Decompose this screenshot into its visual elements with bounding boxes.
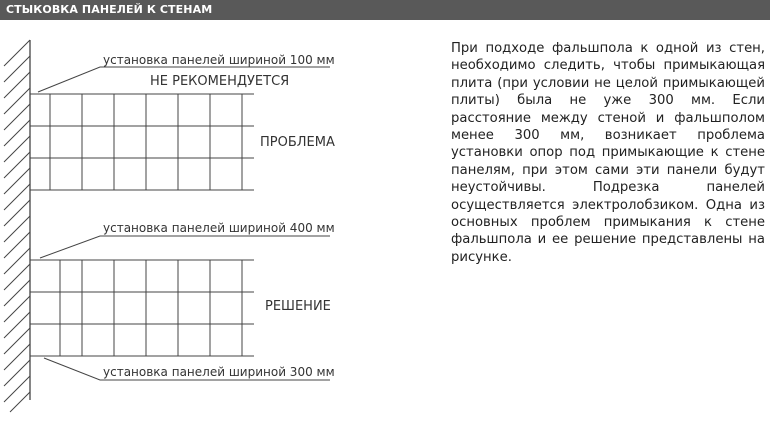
label-width-400: установка панелей шириной 400 мм — [103, 221, 335, 235]
label-problem: ПРОБЛЕМА — [260, 135, 335, 150]
section-header — [0, 0, 770, 20]
wall-joint-diagram — [0, 20, 440, 423]
label-width-100: установка панелей шириной 100 мм — [103, 53, 335, 67]
label-solution: РЕШЕНИЕ — [265, 299, 331, 314]
section-title: СТЫКОВКА ПАНЕЛЕЙ К СТЕНАМ — [6, 3, 213, 16]
label-not-recommended: НЕ РЕКОМЕНДУЕТСЯ — [150, 74, 290, 89]
wall — [4, 40, 30, 412]
leader-middle — [40, 236, 330, 258]
description-text: При подходе фальшпола к одной из стен, необходимо следить, чтобы примыкающая плита (при условии не целой примыкающей плиты) была не уже 300 мм. Если расстояние между стеной и фальшполом менее 300 мм, возникает проблема установки опор под примыкающие к стене панелям, при этом сами эти панели будут неустойчивы. Подрезка панелей осуществляется электролобзиком. Одна из основных проблем примыкания к стене фальшпола и ее решение представлены на рисунке. — [451, 41, 765, 265]
label-width-300: установка панелей шириной 300 мм — [103, 365, 335, 379]
solution-grid — [30, 260, 254, 356]
problem-grid — [30, 94, 254, 190]
wall-hatching — [4, 40, 30, 412]
